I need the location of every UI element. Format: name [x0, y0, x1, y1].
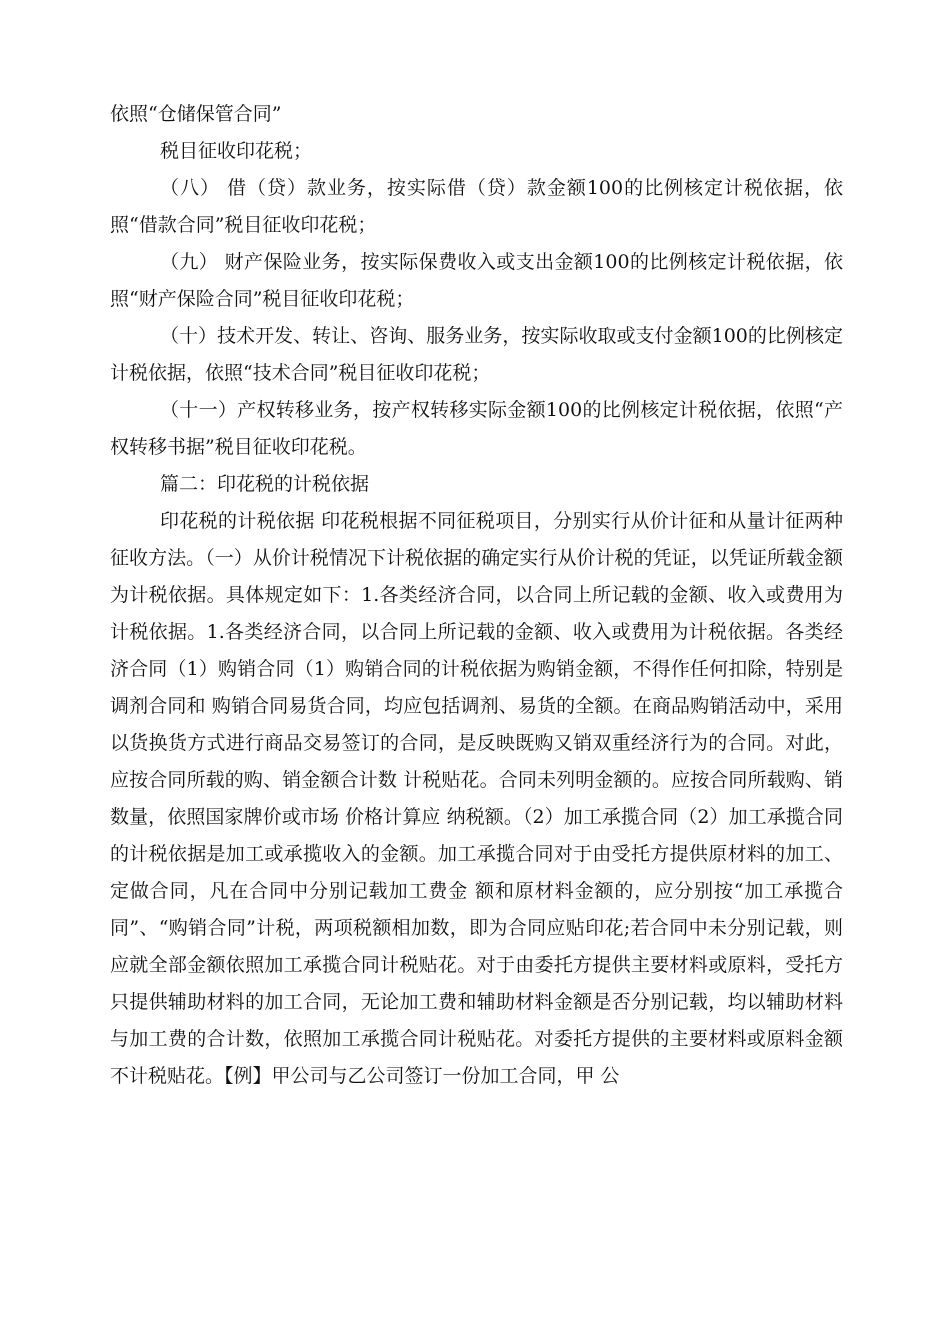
section-heading-part-two: 篇二：印花税的计税依据	[160, 473, 370, 495]
paragraph-item-10-technology: （十）技术开发、转让、咨询、服务业务，按实际收取或支付金额100的比例核定计税依据，依照“技术合同”税目征收印花税；	[110, 325, 843, 384]
paragraph-item-11-property-transfer: （十一）产权转移业务，按产权转移实际金额100的比例核定计税依据，依照“产权转移书据”税目征收印花税。	[110, 399, 843, 458]
paragraph-item-8-loan: （八） 借（贷）款业务，按实际借（贷）款金额100的比例核定计税依据，依照“借款合同”税目征收印花税；	[110, 177, 843, 236]
paragraph-tax-basis-body: 印花税的计税依据 印花税根据不同征税项目，分别实行从价计征和从量计征两种征收方法。（一）从价计税情况下计税依据的确定实行从价计税的凭证，以凭证所载金额为计税依据。具体规定如下：1.各类经济合同，以合同上所记载的金额、收入或费用为计税依据。1.各类经济合同，以合同上所记载的金额、收入或费用为计税依据。各类经济合同（1）购销合同（1）购销合同的计税依据为购销金额，不得作任何扣除，特别是调剂合同和 购销合同易货合同，均应包括调剂、易货的全额。在商品购销活动中，采用以货换货方式进行商品交易签订的合同，是反映既购又销双重经济行为的合同。对此，应按合同所载的购、销金额合计数 计税贴花。合同未列明金额的。应按合同所载购、销数量，依照国家牌价或市场 价格计算应 纳税额。（2）加工承揽合同（2）加工承揽合同的计税依据是加工或承揽收入的金额。加工承揽合同对于由受托方提供原材料的加工、定做合同，凡在合同中分别记载加工费金 额和原材料金额的，应分别按“加工承揽合同”、“购销合同”计税，两项税额相加数，即为合同应贴印花;若合同中未分别记载，则应就全部金额依照加工承揽合同计税贴花。对于由委托方提供主要材料或原料，受托方只提供辅助材料的加工合同，无论加工费和辅助材料金额是否分别记载，均以辅助材料与加工费的合计数，依照加工承揽合同计税贴花。对委托方提供的主要材料或原料金额不计税贴花。【例】甲公司与乙公司签订一份加工合同，甲 公	[110, 510, 843, 1087]
paragraph-tax-item-line: 税目征收印花税；	[160, 140, 313, 162]
paragraph-continuation: 依照“仓储保管合同”	[110, 103, 282, 125]
document-body	[110, 96, 843, 1095]
paragraph-item-9-insurance: （九） 财产保险业务，按实际保费收入或支出金额100的比例核定计税依据，依照“财产保险合同”税目征收印花税；	[110, 251, 843, 310]
